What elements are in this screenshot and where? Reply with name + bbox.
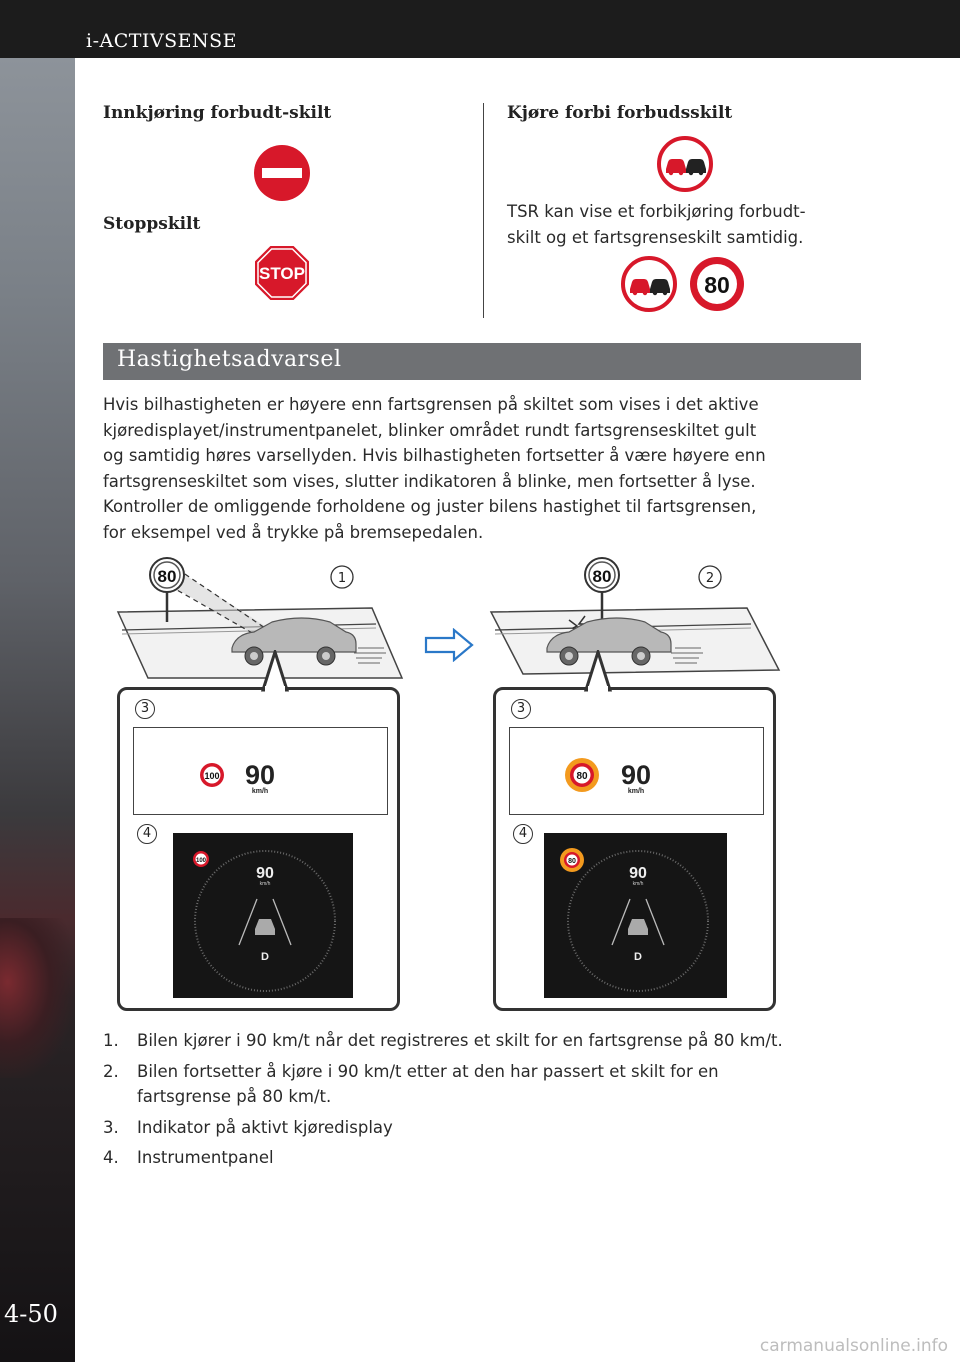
instrument-cluster-right xyxy=(544,833,727,998)
list-item-text: Indikator på aktivt kjøredisplay xyxy=(137,1117,393,1137)
list-item xyxy=(103,1028,863,1054)
pointer-right xyxy=(578,650,618,692)
active-driving-display-left xyxy=(133,727,388,815)
list-item-text: Bilen fortsetter å kjøre i 90 km/t etter at den har passert et skilt for en fartsgrense på 80 km/t. xyxy=(137,1061,719,1106)
cluster-speed-text: 90 xyxy=(256,865,274,882)
hud-content-right xyxy=(510,728,765,816)
paragraph-line: og samtidig høres varsellyden. Hvis bilhastigheten fortsetter å være høyere enn xyxy=(103,446,766,465)
no-overtaking-desc-line2: skilt og et fartsgrenseskilt samtidig. xyxy=(507,228,804,247)
callout-4-right: 4 xyxy=(513,824,533,844)
hud-speed-text: 90 xyxy=(244,760,276,790)
road-sign-80-text: 80 xyxy=(592,567,612,586)
cluster-limit-text: 80 xyxy=(568,858,576,865)
hud-unit-text: km/h xyxy=(251,788,269,795)
cluster-content-left xyxy=(173,833,353,998)
stop-sign-label: Stoppskilt xyxy=(103,214,201,234)
cluster-limit-text: 100 xyxy=(195,858,207,864)
no-overtaking-sign-small-icon xyxy=(621,256,677,312)
paragraph-line: Kontroller de omliggende forholdene og juster bilens hastighet til fartsgrensen, xyxy=(103,497,757,516)
instrument-cluster-left xyxy=(173,833,353,998)
active-driving-display-right xyxy=(509,727,764,815)
watermark: carmanualsonline.info xyxy=(759,1336,948,1356)
legend-list xyxy=(103,1028,863,1176)
callout-3-right: 3 xyxy=(511,699,531,719)
cluster-speed-text: 90 xyxy=(629,865,647,882)
pointer-left xyxy=(255,650,295,692)
paragraph-line: kjøredisplayet/instrumentpanelet, blinker området rundt fartsgrenseskiltet gult xyxy=(103,420,757,440)
no-entry-sign-icon xyxy=(253,144,311,202)
list-item-number: 4. xyxy=(103,1148,119,1167)
list-item-text: Bilen kjører i 90 km/t når det registreres et skilt for en fartsgrense på 80 km/t. xyxy=(137,1031,783,1050)
paragraph-line: for eksempel ved å trykke på bremsepedalen. xyxy=(103,522,484,542)
speed-limit-80-text: 80 xyxy=(704,272,730,298)
callout-4-left: 4 xyxy=(137,824,157,844)
speed-limit-80-sign-icon xyxy=(689,256,745,312)
section-heading-title: Hastighetsadvarsel xyxy=(117,347,342,372)
column-divider xyxy=(483,103,484,318)
display-panel-left xyxy=(117,687,400,1011)
display-panel-right xyxy=(493,687,776,1011)
cluster-unit-text: km/h xyxy=(632,881,644,887)
stop-sign-icon xyxy=(254,245,310,301)
gear-indicator-text: D xyxy=(634,951,642,963)
section-heading xyxy=(103,343,861,380)
paragraph-line: Hvis bilhastigheten er høyere enn fartsgrensen på skiltet som vises i det aktive xyxy=(103,395,759,414)
callout-1-text: 1 xyxy=(337,571,347,586)
hud-limit-text: 100 xyxy=(204,771,220,781)
list-item-number: 3. xyxy=(103,1117,119,1137)
hud-unit-text: km/h xyxy=(627,788,645,795)
left-photo-strip xyxy=(0,58,75,1362)
no-overtaking-desc-line1: TSR kan vise et forbikjøring forbudt- xyxy=(507,202,806,221)
section-title: i-ACTIVSENSE xyxy=(86,30,238,52)
hud-limit-text: 80 xyxy=(576,771,588,782)
no-overtaking-sign-label: Kjøre forbi forbudsskilt xyxy=(507,103,733,123)
list-item xyxy=(103,1145,863,1171)
list-item xyxy=(103,1059,803,1110)
callout-3-left: 3 xyxy=(135,699,155,719)
stop-sign-text: STOP xyxy=(259,264,305,283)
list-item-text: Instrumentpanel xyxy=(137,1148,274,1167)
list-item xyxy=(103,1115,863,1141)
paragraph-line: fartsgrenseskiltet som vises, slutter indikatoren å blinke, men fortsetter å lyse. xyxy=(103,471,756,491)
list-item-number: 1. xyxy=(103,1031,119,1050)
interior-photo-detail xyxy=(0,918,75,1078)
no-overtaking-sign-icon xyxy=(657,136,713,192)
gear-indicator-text: D xyxy=(261,951,269,963)
cluster-content-right xyxy=(544,833,727,998)
page-header xyxy=(0,0,960,58)
hud-content-left xyxy=(134,728,389,816)
road-sign-80-text: 80 xyxy=(157,567,177,586)
hud-speed-text: 90 xyxy=(620,760,652,790)
callout-2-text: 2 xyxy=(705,571,715,586)
cluster-unit-text: km/h xyxy=(259,881,271,887)
transition-arrow-icon xyxy=(424,628,474,662)
list-item-number: 2. xyxy=(103,1061,119,1081)
road-scene-right xyxy=(485,550,785,690)
page-number: 4-50 xyxy=(4,1300,58,1328)
no-entry-sign-label: Innkjøring forbudt-skilt xyxy=(103,103,332,123)
